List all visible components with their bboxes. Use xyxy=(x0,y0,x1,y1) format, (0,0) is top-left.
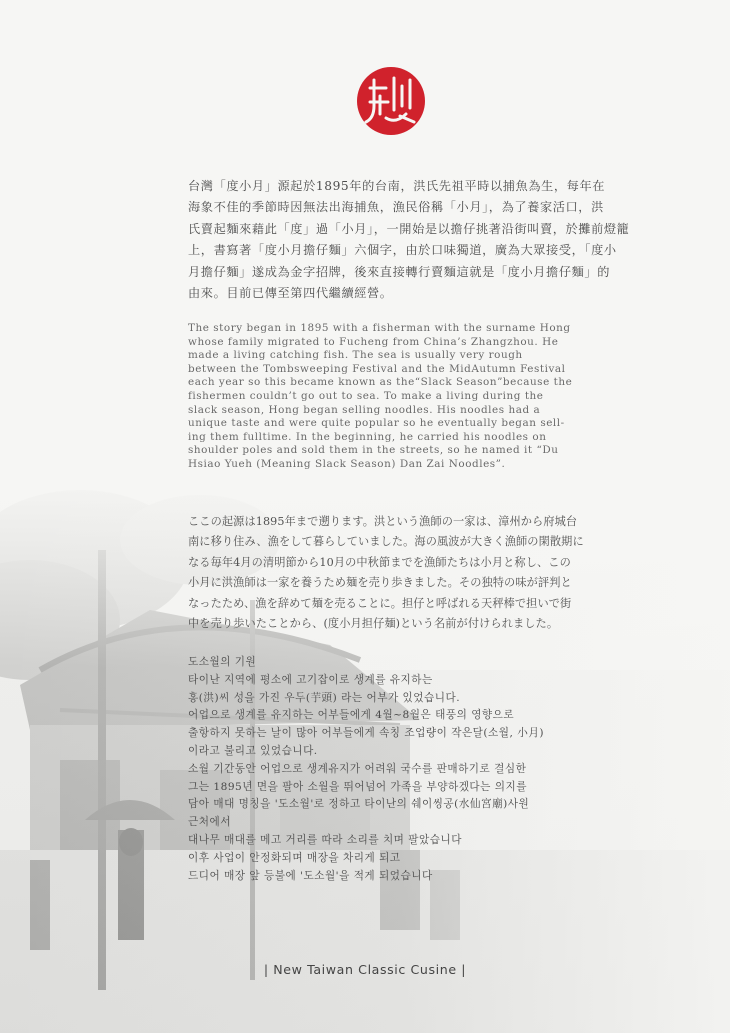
footer-tagline: | New Taiwan Classic Cusine | xyxy=(263,962,467,977)
chinese-line: 上，書寫著「度小月擔仔麵」六個字，由於口味獨道，廣為大眾接受，「度小 xyxy=(188,243,617,258)
korean-line: 소월 기간동안 어업으로 생계유지가 어려워 국수를 판매하기로 결심한 xyxy=(188,762,527,775)
chinese-origin-paragraph xyxy=(188,176,630,304)
japanese-line: なったため、漁を辞めて麺を売ることに。担仔と呼ばれる天秤棒で担いで街 xyxy=(188,596,572,610)
chinese-line: 氏賣起麵來藉此「度」過「小月」，一開始是以擔仔挑著沿街叫賣，於攤前燈籠 xyxy=(188,221,630,236)
korean-line: 이라고 불리고 있었습니다. xyxy=(188,744,318,757)
korean-line: 그는 1895년 면을 팔아 소월을 뛰어넘어 가족을 부양하겠다는 의지를 xyxy=(188,780,527,793)
japanese-line: 南に移り住み、漁をして暮らしていました。海の風波が大きく漁師の閑散期に xyxy=(188,535,584,549)
english-line: between the Tombsweeping Festival and the MidAutumn Festival xyxy=(188,362,566,375)
english-line: slack season, Hong began selling noodles. His noodles had a xyxy=(188,403,541,416)
korean-line: 근처에서 xyxy=(188,816,231,829)
english-line: made a living catching fish. The sea is usually very rough xyxy=(188,349,523,362)
korean-line: 대나무 매대를 메고 거리를 따라 소리를 치며 팔았습니다 xyxy=(188,833,462,846)
korean-line: 어업으로 생계를 유지하는 어부들에게 4월~8월은 태풍의 영향으로 xyxy=(188,709,515,722)
japanese-line: ここの起源は1895年まで遡ります。洪という漁師の一家は、漳州から府城台 xyxy=(188,515,578,528)
english-line: fishermen couldn’t go out to sea. To make a living during the xyxy=(188,389,544,402)
english-line: shoulder poles and sold them in the streets, so he named it “Du xyxy=(188,444,559,457)
korean-line: 출항하지 못하는 날이 많아 어부들에게 속칭 조업량이 작은달(소월, 小月) xyxy=(188,727,545,740)
japanese-line: 小月に洪漁師は一家を養うため麺を売り歩きました。その独特の味が評判と xyxy=(188,576,572,590)
brand-seal-logo xyxy=(356,66,426,136)
english-line: each year so this became known as the“Slack Season”because the xyxy=(188,376,573,389)
chinese-line: 由來。目前已傳至第四代繼續經營。 xyxy=(188,286,393,301)
japanese-line: 中を売り歩いたことから、(度小月担仔麺)という名前が付けられました。 xyxy=(188,617,559,631)
english-line: The story began in 1895 with a fisherman with the surname Hong xyxy=(188,322,571,334)
japanese-origin-paragraph xyxy=(188,512,598,634)
english-line: ing them fulltime. In the beginning, he carried his noodles on xyxy=(188,430,547,443)
chinese-line: 海象不佳的季節時因無法出海捕魚，漁民俗稱「小月」，為了養家活口，洪 xyxy=(188,200,604,215)
english-line: whose family migrated to Fucheng from China’s Zhangzhou. He xyxy=(188,335,559,348)
chinese-line: 台灣「度小月」源起於1895年的台南，洪氏先祖平時以捕魚為生，每年在 xyxy=(188,179,606,193)
korean-origin-paragraph xyxy=(188,654,598,885)
english-line: unique taste and were quite popular so he eventually began sell- xyxy=(188,417,565,430)
japanese-line: なる毎年4月の清明節から10月の中秋節までを漁師たちは小月と称し、この xyxy=(188,555,571,569)
chinese-line: 月擔仔麵」遂成為金字招牌，後來直接轉行賣麵這就是「度小月擔仔麵」的 xyxy=(188,264,610,279)
english-line: Hsiao Yueh (Meaning Slack Season) Dan Zai Noodles”. xyxy=(188,457,506,470)
korean-line: 타이난 지역에 평소에 고기잡이로 생계를 유지하는 xyxy=(188,673,433,686)
korean-line: 홍(洪)씨 성을 가진 우두(芋頭) 라는 어부가 있었습니다. xyxy=(188,691,461,704)
korean-line: 이후 사업이 안정화되며 매장을 차리게 되고 xyxy=(188,851,401,864)
korean-line: 도소월의 기원 xyxy=(188,656,257,668)
korean-line: 드디어 매장 앞 등불에 '도소월'을 적게 되었습니다 xyxy=(188,869,433,882)
korean-line: 담아 매대 명칭을 '도소월'로 정하고 타이난의 쉐이씽공(水仙宮廟)사원 xyxy=(188,798,530,811)
english-origin-paragraph xyxy=(188,322,598,472)
